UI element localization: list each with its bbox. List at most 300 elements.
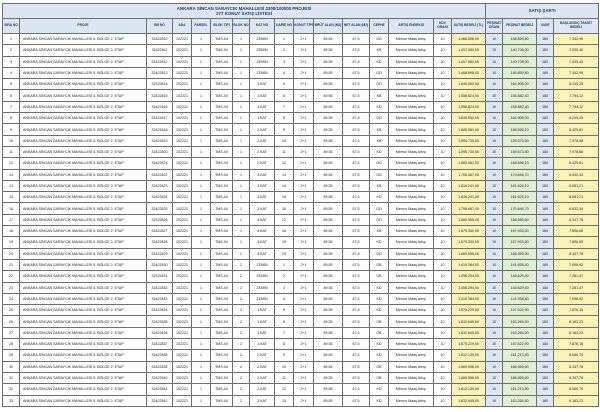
cell-satis-bedeli: 1.579.330,00 [452,237,486,248]
cell-blok-no: 2 [233,327,250,338]
cell-pesinat-orani: 10 [486,293,503,304]
cell-bb-no: 32422842 [147,395,173,406]
cell-blok-no: 1 [233,146,250,157]
cell-bb-no: 32422825 [147,203,173,214]
cell-bb-no: 32422827 [147,226,173,237]
cell-net-alan: 67,5 [343,248,370,259]
cell-daire-no: 9 [275,350,294,361]
cell-konut-tipi: 2+1 [294,90,314,101]
cell-proje: ANKARA SİNCAN SARAYCIK MAHALLESİ 5. BÖLGE 2. ETAP [20,34,147,45]
cell-bb-no: 32422833 [147,293,173,304]
cell-parsel: 1 [192,124,211,135]
cell-proje: ANKARA SİNCAN SARAYCIK MAHALLESİ 5. BÖLGE 2. ETAP [20,316,147,327]
cell-satis-bedeli: 1.407.080,00 [452,45,486,56]
cell-baslangic-taksit-bedeli: 7.794,12 [554,101,599,112]
cell-proje: ANKARA SİNCAN SARAYCIK MAHALLESİ 5. BÖLGE 2. ETAP [20,282,147,293]
cell-bb-no: 32422813 [147,67,173,78]
cell-satis-bedeli: 1.558.824,00 [452,101,486,112]
cell-bb-no: 32422822 [147,169,173,180]
cell-proje: ANKARA SİNCAN SARAYCIK MAHALLESİ 5. BÖLGE 2. ETAP [20,90,147,101]
cell-blok-tipi: TMS-04 [211,237,233,248]
cell-kdv-orani: 10 [434,203,452,214]
cell-parsel: 1 [192,316,211,327]
cell-kat-no: 1.KAT [250,305,275,316]
cell-vade: 180 [537,305,554,316]
cell-vade: 180 [537,169,554,180]
cell-net-alan: 67,5 [343,237,370,248]
cell-baslangic-taksit-bedeli: 8.347,78 [554,372,599,383]
cell-kdv-orani: 10 [434,90,452,101]
cell-daire-no: 15 [275,192,294,203]
cell-daire-no: 6 [275,316,294,327]
cell-pesinat-bedeli: 157.522,90 [503,305,537,316]
cell-konut-tipi: 2+1 [294,271,314,282]
cell-proje: ANKARA SİNCAN SARAYCIK MAHALLESİ 5. BÖLGE 2. ETAP [20,169,147,180]
table-row [3,169,599,180]
cell-pesinat-bedeli: 161.213,90 [503,350,537,361]
cell-parsel: 1 [192,293,211,304]
cell-baslangic-taksit-bedeli: 7.978,68 [554,135,599,146]
cell-vade: 180 [537,226,554,237]
cell-kat-no: ZEMİN [250,67,275,78]
cell-vade: 180 [537,259,554,270]
cell-artis-endeksi: Memur Maaş Artışı [389,350,434,361]
cell-ada: 102221 [173,361,192,372]
cell-pesinat-bedeli: 168.596,10 [503,158,537,169]
cell-kat-no: ZEMİN [250,271,275,282]
cell-kat-no: 2.KAT [250,384,275,395]
cell-sira-no: 33 [3,395,20,406]
cell-daire-no: 5 [275,305,294,316]
cell-vade: 180 [537,158,554,169]
cell-ada: 102221 [173,237,192,248]
cell-pesinat-orani: 10 [486,135,503,146]
cell-baslangic-taksit-bedeli: 8.163,23 [554,395,599,406]
cell-pesinat-bedeli: 140.708,00 [503,45,537,56]
cell-kdv-orani: 10 [434,67,452,78]
cell-vade: 180 [537,271,554,282]
cell-bb-no: 32422814 [147,79,173,90]
cell-sira-no: 22 [3,271,20,282]
cell-satis-bedeli: 1.669.556,00 [452,372,486,383]
cell-parsel: 1 [192,282,211,293]
cell-blok-no: 2 [233,350,250,361]
cell-bb-no: 32422824 [147,192,173,203]
cell-pesinat-orani: 10 [486,56,503,67]
cell-kat-no: 1.KAT [250,101,275,112]
cell-vade: 180 [537,214,554,225]
table-row [3,384,599,395]
cell-cephe: GD [370,79,389,90]
table-row [3,316,599,327]
cell-kdv-orani: 10 [434,339,452,350]
cell-vade: 180 [537,339,554,350]
cell-brut-alan: 89,55 [314,316,343,327]
cell-kdv-orani: 10 [434,237,452,248]
cell-vade: 180 [537,237,554,248]
cell-daire-no: 2 [275,45,294,56]
cell-sira-no: 20 [3,248,20,259]
cell-net-alan: 67,5 [343,158,370,169]
cell-cephe: KD [370,56,389,67]
cell-pesinat-orani: 10 [486,45,503,56]
cell-pesinat-orani: 10 [486,214,503,225]
cell-kdv-orani: 10 [434,248,452,259]
cell-blok-tipi: TMS-04 [211,339,233,350]
cell-vade: 180 [537,248,554,259]
cell-kdv-orani: 10 [434,135,452,146]
cell-ada: 102221 [173,259,192,270]
cell-kdv-orani: 10 [434,361,452,372]
table-row [3,79,599,90]
cell-proje: ANKARA SİNCAN SARAYCIK MAHALLESİ 5. BÖLGE 2. ETAP [20,361,147,372]
cell-blok-no: 2 [233,372,250,383]
cell-satis-bedeli: 1.669.555,00 [452,214,486,225]
cell-cephe: KD [370,350,389,361]
cell-sira-no: 16 [3,203,20,214]
cell-brut-alan: 89,55 [314,90,343,101]
cell-cephe: GB [370,316,389,327]
cell-satis-bedeli: 1.612.139,00 [452,350,486,361]
cell-kdv-orani: 10 [434,384,452,395]
cell-blok-tipi: TMS-04 [211,169,233,180]
cell-bb-no: 32422836 [147,327,173,338]
cell-bb-no: 32422826 [147,214,173,225]
cell-blok-no: 1 [233,226,250,237]
cell-artis-endeksi: Memur Maaş Artışı [389,79,434,90]
cell-vade: 180 [537,79,554,90]
cell-konut-tipi: 2+1 [294,45,314,56]
cell-blok-tipi: TMS-04 [211,248,233,259]
cell-baslangic-taksit-bedeli: 8.163,23 [554,327,599,338]
cell-proje: ANKARA SİNCAN SARAYCIK MAHALLESİ 5. BÖLGE 2. ETAP [20,271,147,282]
cell-parsel: 1 [192,192,211,203]
cell-ada: 102221 [173,271,192,282]
cell-pesinat-bedeli: 161.624,10 [503,192,537,203]
cell-net-alan: 67,5 [343,192,370,203]
cell-blok-tipi: TMS-04 [211,45,233,56]
cell-brut-alan: 89,55 [314,124,343,135]
cell-artis-endeksi: Memur Maaş Artışı [389,248,434,259]
cell-net-alan: 67,5 [343,226,370,237]
table-row [3,226,599,237]
cell-baslangic-taksit-bedeli: 8.532,34 [554,203,599,214]
cell-cephe: KD [370,146,389,157]
cell-konut-tipi: 2+1 [294,124,314,135]
cell-kat-no: 1.KAT [250,90,275,101]
cell-kat-no: ZEMİN [250,34,275,45]
cell-kdv-orani: 10 [434,282,452,293]
cell-sira-no: 12 [3,158,20,169]
cell-konut-tipi: 2+1 [294,113,314,124]
cell-blok-no: 2 [233,339,250,350]
cell-satis-bedeli: 1.612.139,00 [452,384,486,395]
cell-ada: 102221 [173,101,192,112]
cell-bb-no: 32422823 [147,180,173,191]
cell-blok-no: 1 [233,158,250,169]
cell-artis-endeksi: Memur Maaş Artışı [389,45,434,56]
cell-bb-no: 32422812 [147,56,173,67]
cell-vade: 180 [537,135,554,146]
cell-baslangic-taksit-bedeli: 7.342,99 [554,67,599,78]
cell-pesinat-orani: 10 [486,90,503,101]
cell-kdv-orani: 10 [434,350,452,361]
cell-parsel: 1 [192,361,211,372]
cell-pesinat-orani: 10 [486,271,503,282]
cell-blok-tipi: TMS-04 [211,146,233,157]
cell-konut-tipi: 2+1 [294,293,314,304]
column-header-row [3,19,599,34]
cell-cephe: KB [370,90,389,101]
cell-cephe: KB [370,180,389,191]
cell-ada: 102221 [173,350,192,361]
cell-ada: 102221 [173,293,192,304]
cell-pesinat-bedeli: 145.629,40 [503,282,537,293]
cell-artis-endeksi: Memur Maaş Artışı [389,214,434,225]
cell-kdv-orani: 10 [434,327,452,338]
cell-blok-no: 1 [233,192,250,203]
cell-kat-no: 2.KAT [250,146,275,157]
cell-blok-tipi: TMS-04 [211,226,233,237]
cell-parsel: 1 [192,45,211,56]
cell-proje: ANKARA SİNCAN SARAYCIK MAHALLESİ 5. BÖLGE 2. ETAP [20,124,147,135]
cell-blok-no: 2 [233,384,250,395]
cell-parsel: 1 [192,169,211,180]
cell-brut-alan: 89,55 [314,339,343,350]
cell-vade: 180 [537,56,554,67]
cell-ada: 102221 [173,305,192,316]
cell-pesinat-orani: 10 [486,146,503,157]
cell-brut-alan: 89,55 [314,34,343,45]
cell-baslangic-taksit-bedeli: 7.978,68 [554,146,599,157]
cell-daire-no: 10 [275,361,294,372]
cell-ada: 102221 [173,339,192,350]
cell-pesinat-bedeli: 141.938,40 [503,259,537,270]
cell-daire-no: 4 [275,293,294,304]
cell-brut-alan: 89,55 [314,384,343,395]
cell-kdv-orani: 10 [434,146,452,157]
cell-proje: ANKARA SİNCAN SARAYCIK MAHALLESİ 5. BÖLGE 2. ETAP [20,146,147,157]
cell-satis-bedeli: 1.649.050,00 [452,113,486,124]
cell-artis-endeksi: Memur Maaş Artışı [389,146,434,157]
cell-blok-no: 2 [233,259,250,270]
cell-artis-endeksi: Memur Maaş Artışı [389,90,434,101]
cell-pesinat-bedeli: 157.933,00 [503,237,537,248]
col-header-artis-endeksi: ARTIŞ ENDEKSİ [389,19,434,34]
cell-parsel: 1 [192,237,211,248]
cell-net-alan: 67,5 [343,135,370,146]
cell-blok-no: 2 [233,293,250,304]
cell-pesinat-bedeli: 161.624,10 [503,180,537,191]
cell-bb-no: 32422821 [147,158,173,169]
cell-blok-no: 2 [233,395,250,406]
table-row [3,135,599,146]
cell-pesinat-bedeli: 141.938,40 [503,293,537,304]
cell-vade: 180 [537,316,554,327]
cell-blok-tipi: TMS-04 [211,214,233,225]
cell-baslangic-taksit-bedeli: 8.429,81 [554,124,599,135]
cell-sira-no: 2 [3,45,20,56]
cell-ada: 102221 [173,372,192,383]
cell-cephe: KD [370,293,389,304]
cell-pesinat-orani: 10 [486,158,503,169]
cell-pesinat-bedeli: 170.646,70 [503,169,537,180]
cell-sira-no: 17 [3,214,20,225]
cell-vade: 180 [537,90,554,101]
cell-sira-no: 10 [3,135,20,146]
cell-kat-no: 4.KAT [250,248,275,259]
cell-sira-no: 5 [3,79,20,90]
cell-konut-tipi: 2+1 [294,158,314,169]
cell-brut-alan: 89,55 [314,214,343,225]
cell-pesinat-bedeli: 159.573,50 [503,135,537,146]
cell-pesinat-bedeli: 164.905,00 [503,113,537,124]
cell-konut-tipi: 2+1 [294,79,314,90]
cell-proje: ANKARA SİNCAN SARAYCIK MAHALLESİ 5. BÖLGE 2. ETAP [20,45,147,56]
cell-baslangic-taksit-bedeli: 8.060,70 [554,350,599,361]
cell-baslangic-taksit-bedeli: 7.876,15 [554,339,599,350]
cell-artis-endeksi: Memur Maaş Artışı [389,282,434,293]
cell-brut-alan: 89,55 [314,45,343,56]
cell-konut-tipi: 2+1 [294,316,314,327]
cell-parsel: 1 [192,384,211,395]
cell-bb-no: 32422835 [147,316,173,327]
cell-blok-tipi: TMS-04 [211,180,233,191]
cell-proje: ANKARA SİNCAN SARAYCIK MAHALLESİ 5. BÖLGE 2. ETAP [20,226,147,237]
cell-blok-tipi: TMS-04 [211,67,233,78]
table-row [3,90,599,101]
cell-kat-no: ZEMİN [250,259,275,270]
cell-ada: 102221 [173,146,192,157]
cell-daire-no: 7 [275,101,294,112]
cell-brut-alan: 89,55 [314,361,343,372]
cell-artis-endeksi: Memur Maaş Artışı [389,339,434,350]
cell-daire-no: 1 [275,259,294,270]
cell-konut-tipi: 2+1 [294,305,314,316]
cell-proje: ANKARA SİNCAN SARAYCIK MAHALLESİ 5. BÖLGE 2. ETAP [20,384,147,395]
cell-daire-no: 10 [275,135,294,146]
cell-kat-no: 1.KAT [250,113,275,124]
cell-cephe: KD [370,339,389,350]
cell-proje: ANKARA SİNCAN SARAYCIK MAHALLESİ 5. BÖLGE 2. ETAP [20,237,147,248]
cell-bb-no: 32422819 [147,135,173,146]
cell-konut-tipi: 2+1 [294,339,314,350]
cell-proje: ANKARA SİNCAN SARAYCIK MAHALLESİ 5. BÖLGE 2. ETAP [20,395,147,406]
cell-kdv-orani: 10 [434,180,452,191]
cell-parsel: 1 [192,271,211,282]
cell-cephe: KD [370,395,389,406]
cell-parsel: 1 [192,101,211,112]
cell-kat-no: 1.KAT [250,327,275,338]
cell-blok-tipi: TMS-04 [211,79,233,90]
table-row [3,395,599,406]
cell-net-alan: 67,5 [343,113,370,124]
cell-artis-endeksi: Memur Maaş Artışı [389,203,434,214]
table-row [3,67,599,78]
cell-kat-no: 3.KAT [250,203,275,214]
cell-pesinat-orani: 10 [486,124,503,135]
cell-daire-no: 8 [275,339,294,350]
cell-ada: 102221 [173,248,192,259]
cell-net-alan: 67,5 [343,146,370,157]
cell-cephe: GB [370,271,389,282]
cell-artis-endeksi: Memur Maaş Artışı [389,113,434,124]
cell-blok-no: 1 [233,124,250,135]
cell-satis-bedeli: 1.558.824,00 [452,90,486,101]
cell-net-alan: 67,5 [343,180,370,191]
cell-baslangic-taksit-bedeli: 8.081,21 [554,192,599,203]
cell-konut-tipi: 2+1 [294,350,314,361]
cell-net-alan: 67,5 [343,339,370,350]
cell-blok-no: 1 [233,56,250,67]
cell-bb-no: 32422817 [147,113,173,124]
cell-konut-tipi: 2+1 [294,327,314,338]
cell-sira-no: 11 [3,146,20,157]
cell-pesinat-bedeli: 157.522,90 [503,339,537,350]
cell-bb-no: 32422820 [147,146,173,157]
cell-net-alan: 67,5 [343,384,370,395]
cell-brut-alan: 89,55 [314,169,343,180]
cell-brut-alan: 89,55 [314,158,343,169]
cell-parsel: 1 [192,79,211,90]
cell-proje: ANKARA SİNCAN SARAYCIK MAHALLESİ 5. BÖLGE 2. ETAP [20,203,147,214]
cell-artis-endeksi: Memur Maaş Artışı [389,101,434,112]
cell-daire-no: 16 [275,203,294,214]
cell-net-alan: 67,5 [343,327,370,338]
col-header-pesinat-orani: PEŞİNAT ORANI [486,19,503,34]
cell-artis-endeksi: Memur Maaş Artışı [389,259,434,270]
cell-ada: 102221 [173,180,192,191]
cell-brut-alan: 89,55 [314,248,343,259]
cell-pesinat-bedeli: 166.955,50 [503,248,537,259]
cell-brut-alan: 89,55 [314,146,343,157]
cell-net-alan: 67,5 [343,203,370,214]
cell-baslangic-taksit-bedeli: 7.281,47 [554,271,599,282]
cell-blok-tipi: TMS-04 [211,361,233,372]
cell-baslangic-taksit-bedeli: 7.096,92 [554,293,599,304]
cell-blok-tipi: TMS-04 [211,316,233,327]
cell-vade: 180 [537,327,554,338]
table-row [3,158,599,169]
cell-blok-tipi: TMS-04 [211,192,233,203]
cell-blok-no: 2 [233,305,250,316]
title-row [3,4,599,19]
cell-pesinat-orani: 10 [486,79,503,90]
cell-pesinat-orani: 10 [486,34,503,45]
cell-net-alan: 67,5 [343,271,370,282]
col-header-net-alan: NET ALAN (M2) [343,19,370,34]
cell-pesinat-orani: 10 [486,327,503,338]
cell-blok-tipi: TMS-04 [211,384,233,395]
cell-konut-tipi: 2+1 [294,180,314,191]
table-row [3,259,599,270]
cell-sira-no: 21 [3,259,20,270]
cell-konut-tipi: 2+1 [294,146,314,157]
table-row [3,203,599,214]
cell-satis-bedeli: 1.616.241,00 [452,180,486,191]
cell-blok-tipi: TMS-04 [211,293,233,304]
cell-satis-bedeli: 1.632.645,00 [452,395,486,406]
cell-brut-alan: 89,55 [314,372,343,383]
cell-sira-no: 7 [3,101,20,112]
cell-blok-tipi: TMS-04 [211,327,233,338]
cell-blok-tipi: TMS-04 [211,135,233,146]
cell-ada: 102221 [173,327,192,338]
cell-kdv-orani: 10 [434,259,452,270]
cell-ada: 102221 [173,56,192,67]
cell-ada: 102221 [173,316,192,327]
cell-daire-no: 9 [275,124,294,135]
